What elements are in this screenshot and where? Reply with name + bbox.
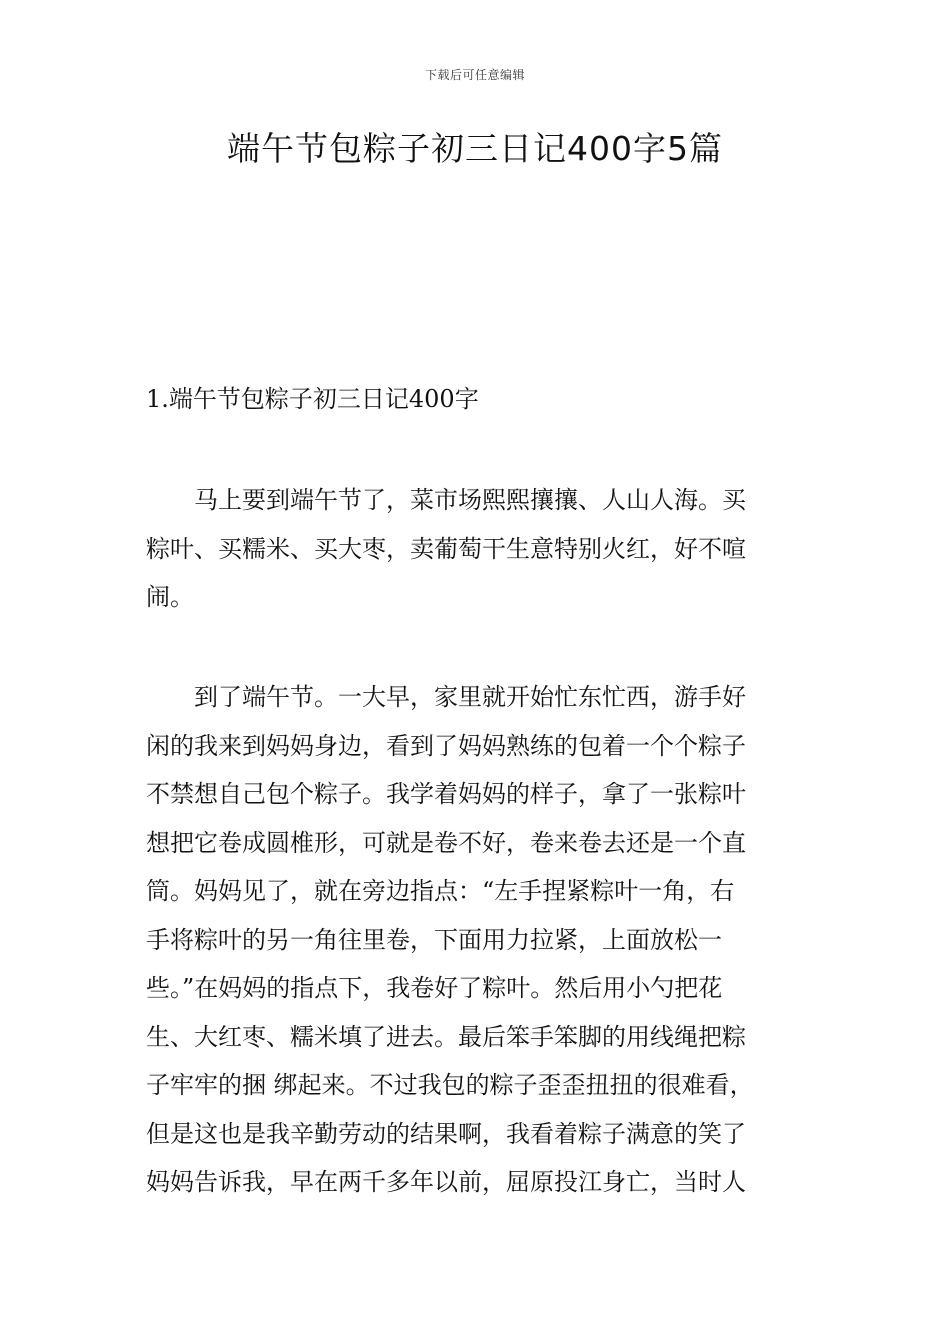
header-note: 下载后可任意编辑 — [424, 68, 525, 82]
body-paragraph: 马上要到端午节了，菜市场熙熙攘攘、人山人海。买 粽叶、买糯米、买大枣，卖葡萄干生意特别火红，好不喧 闹。 — [146, 486, 746, 611]
body-paragraph: 到了端午节。一大早，家里就开始忙东忙西，游手好 闲的我来到妈妈身边，看到了妈妈熟练的包着一个个粽子 不禁想自己包个粽子。我学着妈妈的样子，拿了一张粽叶 想把它卷成圆椎形，可就是卷不好，卷来卷去还是一个直 筒。妈妈见了，就在旁边指点：“左手捏紧粽叶一角，右 手将粽叶的另一角往里卷，下面用力拉紧，上面放松一 些。”在妈妈的指点下，我卷好了粽叶。然后用小勺把花 生、大红枣、糯米填了进去。最后笨手笨脚的用线绳把粽 子牢牢的捆 绑起来。不过我包的粽子歪歪扭扭的很难看， 但是这也是我辛勤劳动的结果啊，我看着粽子满意的笑了 妈妈告诉我，早在两千多年以前，屈原投江身亡，当时人 — [146, 683, 754, 1196]
document-title: 端午节包粽子初三日记400字5篇 — [227, 129, 723, 168]
section-heading: 1.端午节包粽子初三日记400字 — [146, 385, 479, 413]
